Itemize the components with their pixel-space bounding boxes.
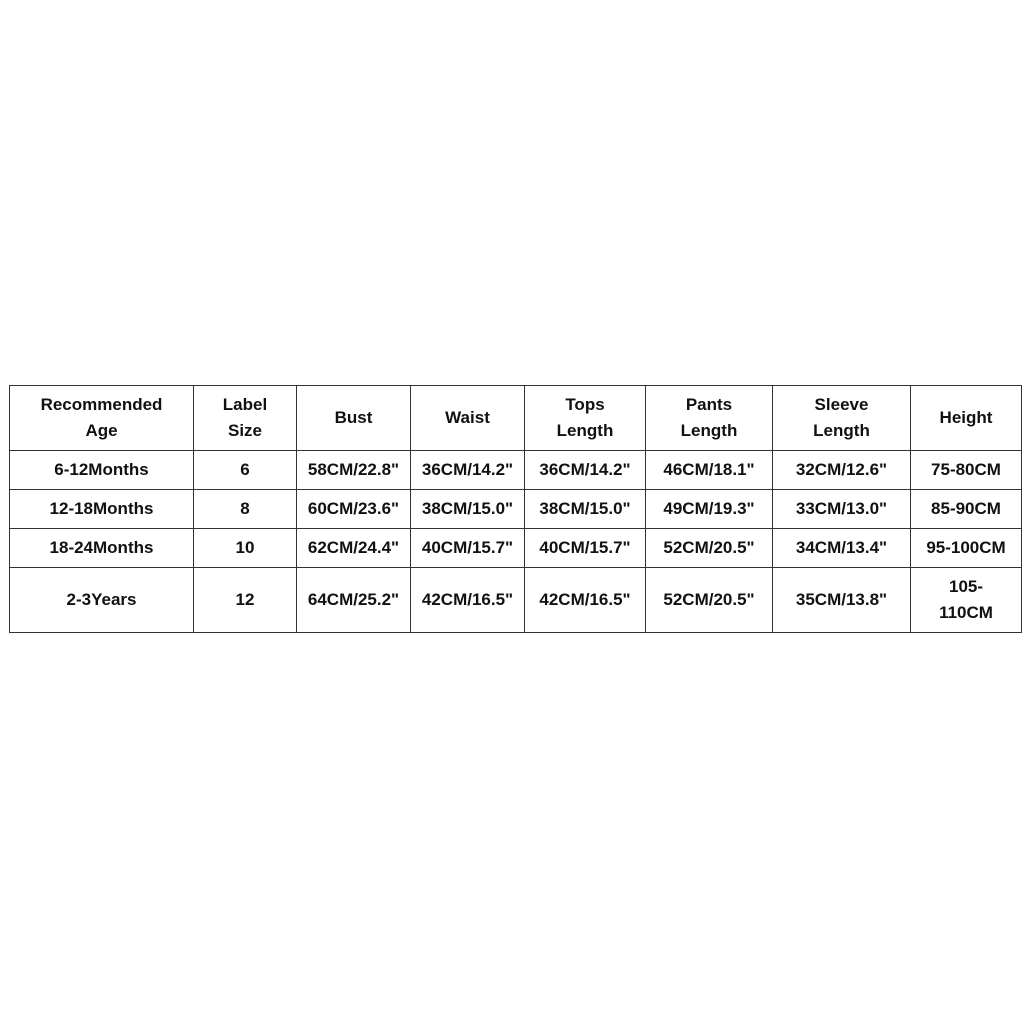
header-label-size: Label Size (194, 386, 297, 451)
cell-waist: 42CM/16.5" (411, 568, 525, 633)
cell-bust: 60CM/23.6" (297, 490, 411, 529)
cell-height: 85-90CM (911, 490, 1022, 529)
cell-sleeve-length: 35CM/13.8" (773, 568, 911, 633)
cell-label-size: 12 (194, 568, 297, 633)
cell-age: 2-3Years (10, 568, 194, 633)
header-sleeve-length: Sleeve Length (773, 386, 911, 451)
cell-bust: 58CM/22.8" (297, 451, 411, 490)
cell-height: 95-100CM (911, 529, 1022, 568)
cell-label-size: 8 (194, 490, 297, 529)
header-bust: Bust (297, 386, 411, 451)
table-row (10, 451, 1022, 490)
table-row (10, 529, 1022, 568)
table-row (10, 490, 1022, 529)
cell-waist: 40CM/15.7" (411, 529, 525, 568)
cell-tops-length: 42CM/16.5" (525, 568, 646, 633)
cell-pants-length: 46CM/18.1" (646, 451, 773, 490)
cell-bust: 64CM/25.2" (297, 568, 411, 633)
cell-waist: 36CM/14.2" (411, 451, 525, 490)
header-row (10, 386, 1022, 451)
cell-bust: 62CM/24.4" (297, 529, 411, 568)
cell-sleeve-length: 32CM/12.6" (773, 451, 911, 490)
cell-age: 18-24Months (10, 529, 194, 568)
cell-pants-length: 52CM/20.5" (646, 529, 773, 568)
header-pants-length: Pants Length (646, 386, 773, 451)
header-height: Height (911, 386, 1022, 451)
cell-height: 75-80CM (911, 451, 1022, 490)
cell-tops-length: 38CM/15.0" (525, 490, 646, 529)
cell-waist: 38CM/15.0" (411, 490, 525, 529)
cell-tops-length: 40CM/15.7" (525, 529, 646, 568)
header-recommended-age: Recommended Age (10, 386, 194, 451)
cell-pants-length: 52CM/20.5" (646, 568, 773, 633)
header-tops-length: Tops Length (525, 386, 646, 451)
cell-label-size: 6 (194, 451, 297, 490)
cell-pants-length: 49CM/19.3" (646, 490, 773, 529)
cell-height: 105- 110CM (911, 568, 1022, 633)
cell-age: 6-12Months (10, 451, 194, 490)
table-row (10, 568, 1022, 633)
cell-tops-length: 36CM/14.2" (525, 451, 646, 490)
cell-age: 12-18Months (10, 490, 194, 529)
cell-label-size: 10 (194, 529, 297, 568)
size-chart-table (9, 385, 1022, 633)
cell-sleeve-length: 33CM/13.0" (773, 490, 911, 529)
header-waist: Waist (411, 386, 525, 451)
cell-sleeve-length: 34CM/13.4" (773, 529, 911, 568)
